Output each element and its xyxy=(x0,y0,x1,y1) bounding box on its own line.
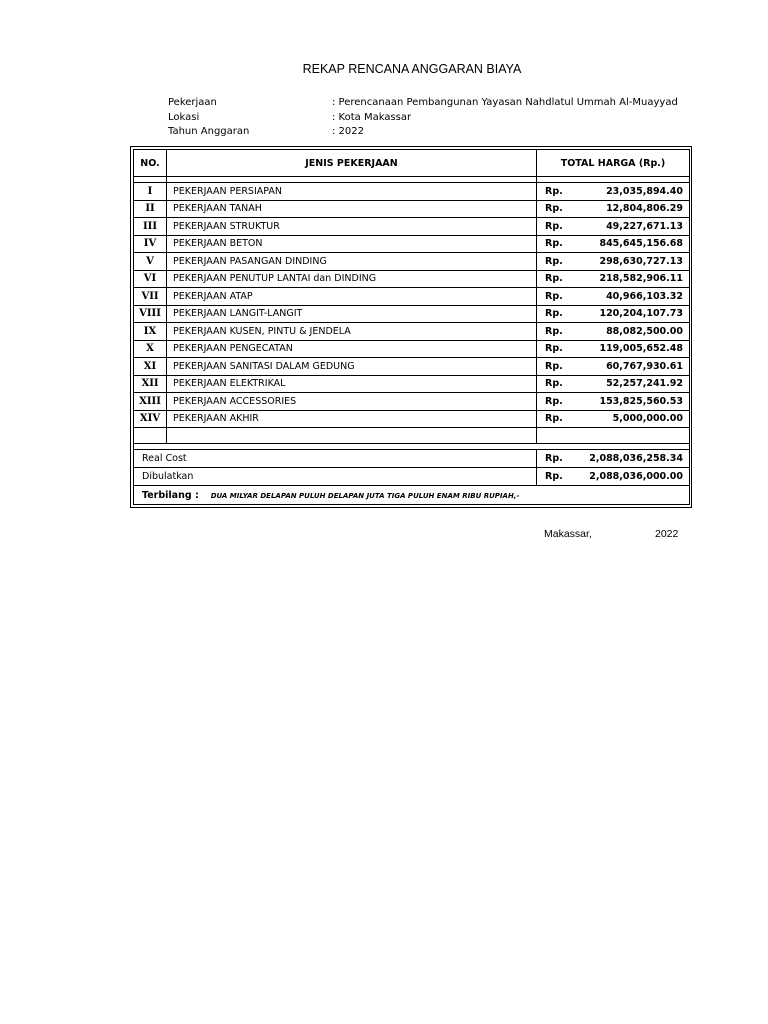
table-row xyxy=(134,305,690,323)
table-row xyxy=(134,218,690,236)
row-number: XII xyxy=(134,375,167,393)
row-currency: Rp. xyxy=(537,410,587,428)
row-currency: Rp. xyxy=(537,323,587,341)
row-number: VII xyxy=(134,288,167,306)
sum-currency: Rp. xyxy=(537,468,587,486)
real-cost-value: 2,088,036,258.34 xyxy=(587,450,690,468)
row-number: V xyxy=(134,253,167,271)
row-total: 60,767,930.61 xyxy=(587,358,690,376)
row-currency: Rp. xyxy=(537,235,587,253)
row-currency: Rp. xyxy=(537,288,587,306)
blank-cell xyxy=(167,428,537,444)
terbilang-text: DUA MILYAR DELAPAN PULUH DELAPAN JUTA TIGA PULUH ENAM RIBU RUPIAH,- xyxy=(210,491,520,500)
row-total: 52,257,241.92 xyxy=(587,375,690,393)
document-title: REKAP RENCANA ANGGARAN BIAYA xyxy=(302,62,522,76)
table-row xyxy=(134,410,690,428)
table-row xyxy=(134,393,690,411)
row-number: I xyxy=(134,183,167,201)
table-row xyxy=(134,288,690,306)
row-number: XI xyxy=(134,358,167,376)
header-jenis: JENIS PEKERJAAN xyxy=(167,150,537,177)
signature-city: Makassar, xyxy=(544,528,592,540)
row-work-name: PEKERJAAN STRUKTUR xyxy=(167,218,537,236)
row-work-name: PEKERJAAN PENUTUP LANTAI dan DINDING xyxy=(167,270,537,288)
blank-row xyxy=(134,428,690,444)
row-work-name: PEKERJAAN LANGIT-LANGIT xyxy=(167,305,537,323)
rounded-total-value: 2,088,036,000.00 xyxy=(587,468,690,486)
row-total: 153,825,560.53 xyxy=(587,393,690,411)
row-currency: Rp. xyxy=(537,218,587,236)
row-total: 40,966,103.32 xyxy=(587,288,690,306)
row-currency: Rp. xyxy=(537,393,587,411)
table-row xyxy=(134,253,690,271)
row-work-name: PEKERJAAN ACCESSORIES xyxy=(167,393,537,411)
row-work-name: PEKERJAAN TANAH xyxy=(167,200,537,218)
table-row xyxy=(134,270,690,288)
row-total: 845,645,156.68 xyxy=(587,235,690,253)
meta-value: : Perencanaan Pembangunan Yayasan Nahdlatul Ummah Al-Muayyad xyxy=(332,97,678,108)
row-currency: Rp. xyxy=(537,253,587,271)
row-currency: Rp. xyxy=(537,200,587,218)
meta-row-pekerjaan xyxy=(168,96,678,111)
row-total: 119,005,652.48 xyxy=(587,340,690,358)
row-total: 298,630,727.13 xyxy=(587,253,690,271)
terbilang-cell xyxy=(134,486,690,505)
budget-table xyxy=(133,149,690,505)
row-total: 5,000,000.00 xyxy=(587,410,690,428)
row-number: VIII xyxy=(134,305,167,323)
row-number: XIII xyxy=(134,393,167,411)
row-number: IV xyxy=(134,235,167,253)
row-number: IX xyxy=(134,323,167,341)
row-currency: Rp. xyxy=(537,183,587,201)
row-work-name: PEKERJAAN ATAP xyxy=(167,288,537,306)
row-total: 88,082,500.00 xyxy=(587,323,690,341)
row-work-name: PEKERJAAN PENGECATAN xyxy=(167,340,537,358)
header-total: TOTAL HARGA (Rp.) xyxy=(537,150,690,177)
header-no: NO. xyxy=(134,150,167,177)
row-total: 23,035,894.40 xyxy=(587,183,690,201)
signature-year: 2022 xyxy=(655,528,679,540)
terbilang-label: Terbilang : xyxy=(142,489,199,501)
row-total: 12,804,806.29 xyxy=(587,200,690,218)
table-row xyxy=(134,235,690,253)
row-total: 218,582,906.11 xyxy=(587,270,690,288)
row-total: 49,227,671.13 xyxy=(587,218,690,236)
rounded-total-row xyxy=(134,468,690,486)
meta-label: Tahun Anggaran xyxy=(168,126,250,137)
row-work-name: PEKERJAAN PASANGAN DINDING xyxy=(167,253,537,271)
row-currency: Rp. xyxy=(537,375,587,393)
terbilang-row xyxy=(134,486,690,505)
meta-row-tahun xyxy=(168,125,678,140)
row-work-name: PEKERJAAN ELEKTRIKAL xyxy=(167,375,537,393)
table-row xyxy=(134,375,690,393)
row-number: II xyxy=(134,200,167,218)
table-row xyxy=(134,358,690,376)
row-currency: Rp. xyxy=(537,358,587,376)
rounded-total-label: Dibulatkan xyxy=(134,468,537,486)
table-row xyxy=(134,183,690,201)
row-number: XIV xyxy=(134,410,167,428)
row-currency: Rp. xyxy=(537,305,587,323)
row-currency: Rp. xyxy=(537,340,587,358)
table-row xyxy=(134,323,690,341)
meta-value: : 2022 xyxy=(332,126,364,137)
row-work-name: PEKERJAAN BETON xyxy=(167,235,537,253)
blank-cell xyxy=(537,428,690,444)
table-row xyxy=(134,340,690,358)
project-info xyxy=(168,96,678,140)
table-header-row xyxy=(134,150,690,177)
real-cost-label: Real Cost xyxy=(134,450,537,468)
row-number: III xyxy=(134,218,167,236)
meta-row-lokasi xyxy=(168,111,678,126)
meta-label: Pekerjaan xyxy=(168,97,217,108)
row-work-name: PEKERJAAN PERSIAPAN xyxy=(167,183,537,201)
real-cost-row xyxy=(134,450,690,468)
row-work-name: PEKERJAAN SANITASI DALAM GEDUNG xyxy=(167,358,537,376)
row-work-name: PEKERJAAN AKHIR xyxy=(167,410,537,428)
table-row xyxy=(134,200,690,218)
row-currency: Rp. xyxy=(537,270,587,288)
sum-currency: Rp. xyxy=(537,450,587,468)
blank-cell xyxy=(134,428,167,444)
row-work-name: PEKERJAAN KUSEN, PINTU & JENDELA xyxy=(167,323,537,341)
meta-label: Lokasi xyxy=(168,111,200,123)
row-total: 120,204,107.73 xyxy=(587,305,690,323)
row-number: X xyxy=(134,340,167,358)
meta-value: : Kota Makassar xyxy=(332,111,412,123)
row-number: VI xyxy=(134,270,167,288)
